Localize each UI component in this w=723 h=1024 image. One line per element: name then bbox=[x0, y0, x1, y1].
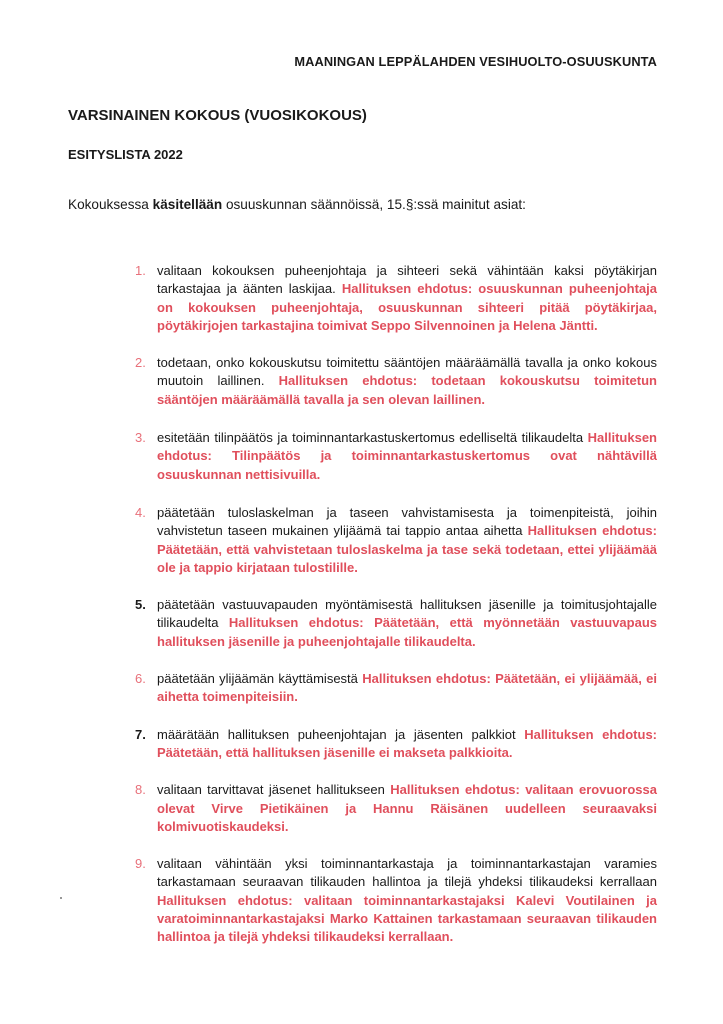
board-proposal: Hallituksen ehdotus: Päätetään, että vahvistetaan tuloslaskelma ja tase sekä todetaan, ettei ylijäämää ole ja tappio kirjataan tulostilille. bbox=[157, 523, 657, 575]
intro-bold: käsitellään bbox=[152, 197, 223, 212]
item-body bbox=[157, 504, 657, 577]
agenda-list bbox=[124, 262, 657, 947]
item-text: todetaan, onko kokouskutsu toimitettu sääntöjen määräämällä tavalla ja onko kokous muutoin laillinen. bbox=[157, 355, 657, 389]
item-body bbox=[157, 429, 657, 484]
item-number: 2. bbox=[135, 355, 146, 371]
board-proposal: Hallituksen ehdotus: Päätetään, ei ylijäämää, ei aihetta toimenpiteisiin. bbox=[157, 671, 657, 705]
intro-before: Kokouksessa bbox=[68, 197, 153, 212]
board-proposal: Hallituksen ehdotus: Tilinpäätös ja toiminnantarkastuskertomus ovat nähtävillä osuuskunnan nettisivuilla. bbox=[157, 430, 657, 482]
board-proposal: Hallituksen ehdotus: valitaan toiminnantarkastajaksi Kalevi Voutilainen ja varatoiminnantarkastajaksi Marko Kattainen tarkastamaan seuraavan tilikauden hallintoa ja tilejä yhdeksi tilikaudeksi kerrallaan. bbox=[157, 892, 657, 945]
scan-speck bbox=[60, 897, 62, 899]
item-text: esitetään tilinpäätös ja toiminnantarkastuskertomus edelliseltä tilikaudelta bbox=[157, 430, 588, 446]
agenda-item-9 bbox=[124, 855, 657, 946]
agenda-item-6 bbox=[124, 670, 657, 707]
item-body bbox=[157, 262, 657, 335]
item-number: 7. bbox=[135, 726, 146, 742]
board-proposal: Hallituksen ehdotus: valitaan erovuorossa olevat Virve Pietikäinen ja Hannu Räisänen uudelleen seuraavaksi kolmivuotiskaudeksi. bbox=[157, 782, 657, 834]
agenda-item-8 bbox=[124, 781, 657, 836]
item-body bbox=[157, 354, 657, 409]
item-text: päätetään tuloslaskelman ja taseen vahvistamisesta ja toimenpiteistä, joihin vahvistetun taseen mukainen ylijäämä tai tappio antaa aihetta bbox=[157, 504, 657, 539]
item-body bbox=[157, 726, 657, 763]
organization-name: MAANINGAN LEPPÄLAHDEN VESIHUOLTO-OSUUSKUNTA bbox=[294, 54, 657, 69]
item-number: 9. bbox=[135, 856, 146, 872]
item-text: valitaan kokouksen puheenjohtaja ja sihteeri sekä vähintään kaksi pöytäkirjan tarkastajaa ja äänten laskijaa. bbox=[157, 263, 657, 297]
item-text: päätetään ylijäämän käyttämisestä bbox=[157, 671, 363, 687]
item-text: valitaan tarvittavat jäsenet hallitukseen bbox=[157, 782, 391, 798]
agenda-item-2 bbox=[124, 354, 657, 409]
document-title: VARSINAINEN KOKOUS (VUOSIKOKOUS) bbox=[68, 107, 367, 124]
agenda-item-3 bbox=[124, 429, 657, 484]
item-number: 3. bbox=[135, 430, 146, 446]
item-number: 4. bbox=[135, 504, 146, 520]
item-text: päätetään vastuuvapauden myöntämisestä hallituksen jäsenille ja toimitusjohtajalle tilikaudelta bbox=[157, 597, 657, 631]
item-number: 1. bbox=[135, 263, 146, 278]
item-body bbox=[157, 855, 657, 946]
document-subtitle: ESITYSLISTA 2022 bbox=[68, 147, 183, 162]
agenda-item-7 bbox=[124, 726, 657, 763]
agenda-item-1 bbox=[124, 262, 657, 335]
item-body bbox=[157, 670, 657, 707]
board-proposal: Hallituksen ehdotus: Päätetään, että myönnetään vastuuvapaus hallituksen jäsenille ja puheenjohtajalle tilikaudelta. bbox=[157, 615, 657, 649]
item-text: valitaan vähintään yksi toiminnantarkastaja ja toiminnantarkastajan varamies tarkastamaan seuraavan tilikauden hallintoa ja tilejä yhdeksi tilikaudeksi kerrallaan bbox=[157, 856, 657, 890]
item-number: 5. bbox=[135, 597, 146, 613]
item-text: määrätään hallituksen puheenjohtajan ja jäsenten palkkiot bbox=[157, 726, 525, 742]
item-number: 6. bbox=[135, 671, 146, 687]
intro-text bbox=[68, 197, 526, 212]
item-body bbox=[157, 596, 657, 651]
item-number: 8. bbox=[135, 782, 146, 798]
board-proposal: Hallituksen ehdotus: Päätetään, että hallituksen jäsenille ei makseta palkkioita. bbox=[157, 726, 657, 760]
intro-after: osuuskunnan säännöissä, 15.§:ssä mainitut asiat: bbox=[222, 197, 526, 212]
item-body bbox=[157, 781, 657, 836]
board-proposal: Hallituksen ehdotus: osuuskunnan puheenjohtaja on kokouksen puheenjohtaja, osuuskunnan sihteeri pitää pöytäkirjaa, pöytäkirjojen tarkastajina toimivat Seppo Silvennoinen ja Helena Jäntti. bbox=[157, 281, 657, 333]
board-proposal: Hallituksen ehdotus: todetaan kokouskutsu toimitetun sääntöjen määräämällä tavalla ja sen olevan laillinen. bbox=[157, 373, 657, 407]
agenda-item-4 bbox=[124, 504, 657, 577]
agenda-item-5 bbox=[124, 596, 657, 651]
